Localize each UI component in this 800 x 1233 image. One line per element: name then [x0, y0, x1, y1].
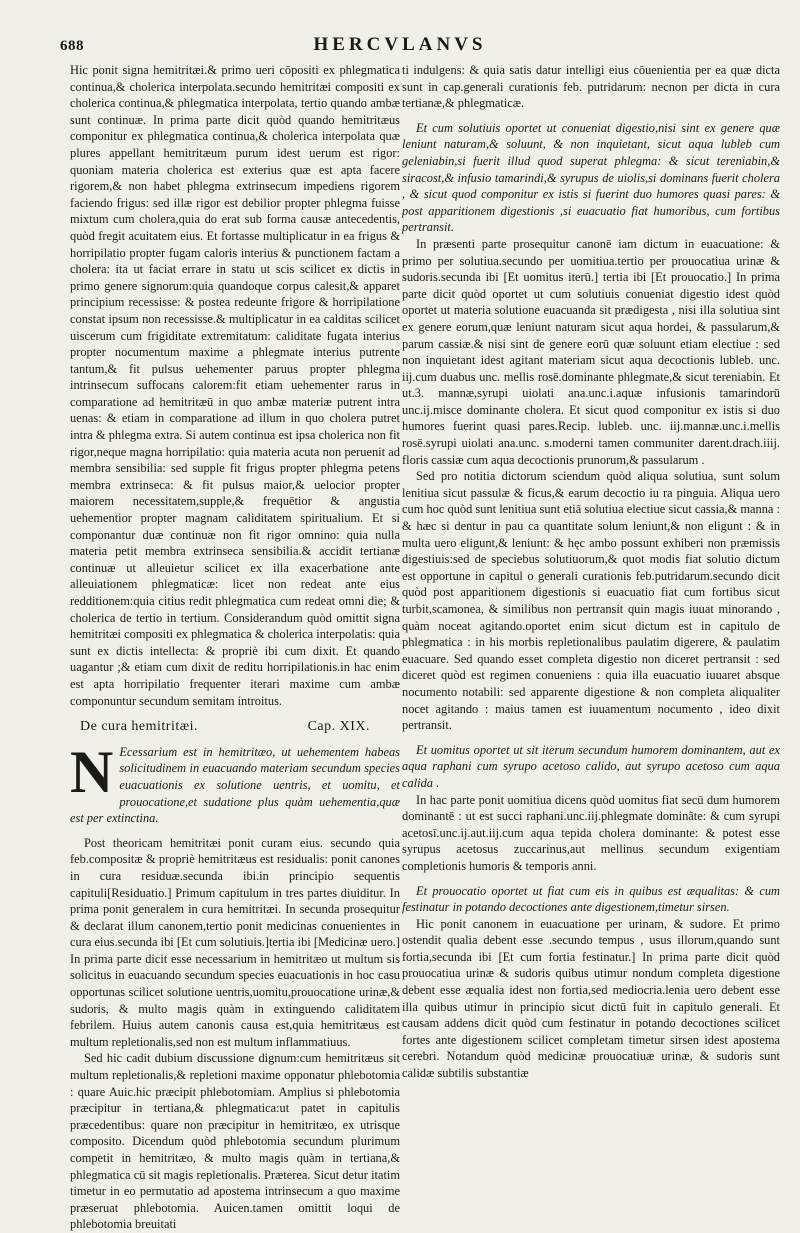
canon-rubric: Et uomitus oportet ut sit iterum secundum humorem dominantem, aut ex aqua raphani cum syrupo acetoso calido, aut syrupo acetoso cum aqua calida .	[402, 742, 780, 790]
left-column	[70, 62, 400, 1232]
right-column	[402, 62, 780, 1147]
drop-capital: N	[70, 738, 114, 805]
commentary-paragraph: Post theoricam hemitritæi ponit curam eius. secundo quia feb.compositæ & propriè hemitritæus est residualis: ponit canones in cura residuæ.secunda ibi.in principio sequentis capituli[Residuatio.] Primum capitulum in tres partes diuiditur. In prima ponit generalem in cura hemitritæi. In secunda prosequitur & declarat illum canonem,tertio ponit medicinas conuenientes in cura eius.secunda ibi [Et cum solutiuis.]tertia ibi [Medicinæ uero.] In prima parte dicit esse necessarium in hemitritæo ut multum sis solicitus in euacuando secundum species euacuationis in hoc casu opportunas scilicet solutione uentris,uomitu,prouocatione urinæ,& sudoris, & multo magis quàm in extinguendo caliditatem febrilem. Huius autem canonis causa est,quia hemitritæus est multum repletionalis,sed non est multum inflammatiuus.	[70, 835, 400, 1049]
page-number: 688	[60, 38, 84, 54]
commentary-paragraph: ti indulgens: & quia satis datur intelligi eius cōuenientia per ea quæ dicta sunt in cap.generali curationis feb. putridarum: necnon per dicta in cura tertianæ,& phlegmaticæ.	[402, 63, 780, 111]
commentary-paragraph: Hic ponit canonem in euacuatione per urinam, & sudore. Et primo ostendit qualia debent esse .secundo tempus , usus illorum,quando sunt fortia,secunda ibi [Et cum fortia festinatur.] In prima parte dicit quòd prouocatiua urinæ & sudoris quibus utimur nondum completa digestione debent esse æqualia idest non fortia,sed mediocria.lenia uero debent esse illa quibus utimur in principio sicut dictū fuit in capitulo generali. Et causam addens dicit quòd cum festinatur in potando decoctiones scilicet fortes ante digestionem scilicet completam timetur sirsen idest apostema cerebri. Notandum quòd medicinæ prouocatiuæ urinæ, & sudoris sunt calidæ subtilis substantiæ	[402, 916, 780, 1081]
chapter-number: Cap. XIX.	[307, 719, 370, 735]
canon-rubric-text: Ecessarium est in hemitritæo, ut uehementem habeas solicitudinem in euacuando materiam secundum species euacuationis ex solutione uentris, et uomitu, et prouocatione,et sudatione plus quàm uehementia,quæ est per extinctina.	[70, 744, 400, 826]
chapter-title: De cura hemitritæi.	[80, 719, 198, 735]
canon-rubric: Et cum solutiuis oportet ut conueniat digestio,nisi sint ex genere quæ leniunt naturam,& soluunt, & non inquietant, sicut aqua lubleb cum geleniabin,si fuerit illud quod superat phlegma: & sicut tereniabin,& siracost,& infusio tamarindi,& syrupus de uiolis,si dominans fuerit cholera , & sicut quod componitur ex istis si fuerint duo humores quasi pares: & post apparitionem digestionis ,si euacuatio fiat humoribus, cum fortibus pertransit.	[402, 120, 780, 235]
canon-rubric	[70, 738, 400, 827]
running-head: HERCVLANVS	[313, 34, 487, 55]
commentary-paragraph: In præsenti parte prosequitur canonē iam dictum in euacuatione: & primo per solutiua.secundo per uomitiua.tertio per prouocatiua urinæ & sudoris.secunda ibi [Et uomitus iterū.] tertia ibi [Et prouocatio.] In prima parte dicit quòd oportet ut cum solutiuis conueniat digestio idest quòd oportet ut materia solutione euacuanda sit prædigesta , nisi illa solutiua sint ex genere eorum,quæ leniunt naturam sicut aqua hordei, & passularum,& parum cassiæ.& nisi sint de genere eorū quæ soluunt etiam electiue : sed non inquietant idest agitant materiam sicut aqua decoctionis lubleb. unc. iij.cum duabus unc. mellis rosē.dominante phlegmate,& sicut tereniabin. Et ut.3. mannæ,syrupi uiolati ana.unc.i.aquæ infusionis tamarindorū unc.ij.misce dominante cholera. Et sicut quod componitur ex istis si duo humores fuerint quasi pares.Recip. lubleb. unc. iij.mannæ.unc.i.mellis rosē.syrupi uiolati ana.unc. s.moderni tamen communiter darent.drach.iiij. floris cassiæ cum aqua decoctionis prunorum,& passularum .	[402, 236, 780, 467]
commentary-paragraph: In hac parte ponit uomitiua dicens quòd uomitus fiat secū dum humorem dominantē : ut est succi raphani.unc.iij.phlegmate dominãte: & cum syrupi acetosī.unc.ij.aut.iij.cum aqua tepida cholera dominante: & potest esse syrupus acetosus zuccarinus,aut mellinus secundum exigentiam completionis humoris & temporis anni.	[402, 792, 780, 873]
canon-rubric: Et prouocatio oportet ut fiat cum eis in quibus est æqualitas: & cum festinatur in potando decoctiones ante digestionem,timetur sirsen.	[402, 883, 780, 915]
commentary-paragraph: Hic ponit signa hemitritæi.& primo ueri cōpositi ex phlegmatica continua,& cholerica interpolata.secundo hemitritæi compositi ex cholerica continua,& phlegmatica interpolata, tertio quando ambæ sunt continuæ. In prima parte dicit quòd quando hemitritæus componitur ex phlegmatica continua,& cholerica interpolata quæ plures appellant hemitritæum purum idest uerum est rigor: quoniam materia cholerica est exterius quæ est apta facere rigorem,& non habet phlegma extrinsecum impediens rigorem faciendo frigus: sed illæ rigor est debilior propter phlegma fuisse mixtum cum cholera,quia do erat sub forma causæ antecedentis, quòd fregit acuitatem eius. Et fortasse multiplicatur in ea frigus & horripilatio propter fugam caloris interius & punctionem factam a cholera: ita ut faciat errare in statu ut scis scilicet ex dictis in primo genere signorum:quia quandoque corpus calesit,& apparet principium recessisse: & postea redeunte frigore & horripilatione constat ipsum non recessisse.& multiplicatur in ea calditas scilicet uiscerum cum frigiditate extremitatum: caliditate fugata interius propter nocumentum maxime a phlegmate interius putrente tantum,& fit pulsus uehementer paruus propter phlegma intrinsecum suffocans calorem:fit etiam uehementer rarus in comparatione ad hemitritæū in quo ambæ materiæ putrent intra uenas: & etiam in comparatione ad illum in quo cholera putret intra & phlegma extra. Si autem continua est ipsa cholerica non fit rigor,neque magna horripilatio: quia materia acuta non peruenit ad membra sensibilia: sed supple fit frigus propter phlegma petens membra extrinseca: & fit pulsus maior,& uelocior propter maiorem necessitatem,supple,& frequētior & angustia uehementior propter magnam caliditatem spiritualium. Et si componantur duæ continuæ non fit rigor omnino: quia nulla materia petit membra extrinseca sensibilia.& accidit tertianæ continuæ ut alleuietur scilicet ex illa exacerbatione ante alleuiationem phlegmaticæ: licet non redeat ante eius redditionem:quia citius redit phlegmatica cum redeat omni die; & cholerica de tertio in tertium. Considerandum quòd omittit signa hemitritæi compositi ex phlegmatica & cholerica interpolatis: quia sunt ex dictis intellecta: & propriè ibi cum dixit. Et quando uagantur ;& etiam cum dixit de reditu horripilationis.in hac enim est apta horripilatio frequenter iterari maxime cum ambæ componuntur secundum semitam introitus.	[70, 63, 400, 708]
commentary-paragraph: Sed hic cadit dubium discussione dignum:cum hemitritæus sit multum repletionalis,& repletioni maxime opponatur phlebotomia : quare Auic.hic præcipit phlebotomiam. Amplius si phlebotomia præcipitur in tertiana,& phlegmatica:ut patet in capitulis præcedentibus: quare non præcipitur in hemitritæo, ex utrisque composito. Dicendum quòd phlebotomia secundum plurimum competit in hemitritæo, & multo magis quàm in tertiana,& phlegmatica cū sit magis repletionalis. Præterea. Sicut detur itatim timetur in eo permutatio ad apostema intrinsecum a quo maxime præseruat phlebotomia. Auicen.tamen omittit loqui de phlebotomia breuitati	[70, 1051, 400, 1232]
commentary-paragraph: Sed pro notitia dictorum sciendum quòd aliqua solutiua, sunt solum lenitiua sicut passulæ & ficus,& earum decoctio iu ra pinguia. Aliqua uero cum hoc quòd sunt lenitiua sunt etiā solutiua electiue sicut cassia,& manna : & hæc si dentur in pau ca quantitate solum leniunt,& non eligunt : & in multa uero eligunt,& leniunt: & hęc ambo possunt exhiberi non præmissis digestiuis:sed de speciebus solutiuorum,& quot modis fiat solutio dictum est opportune in capitul o generali curationis feb.putridarum.secundo dicit quòd post apparitionem digestionis si euacuatio fiat cum fortibus sicut turbit,scamonea, & similibus non pertransit quin magis iuuat minorando , quàm noceat agitando.oportet enim sicut dictum est in capitulo de phlegmatica : in his morbis repletionalibus paulatim digerere, & paulatim euacuare. Sed quando esset completa digestio non diceret pertransit : sed diceret quòd est regimen conueniens : quia illa euacuatio iuuaret absque nocumento notabili: sed apparente digestione & non completa aliqualiter nocet agitando : maius tamen est iuuamentum nocumento , ideo dixit pertransit.	[402, 469, 780, 733]
chapter-heading	[80, 719, 390, 736]
